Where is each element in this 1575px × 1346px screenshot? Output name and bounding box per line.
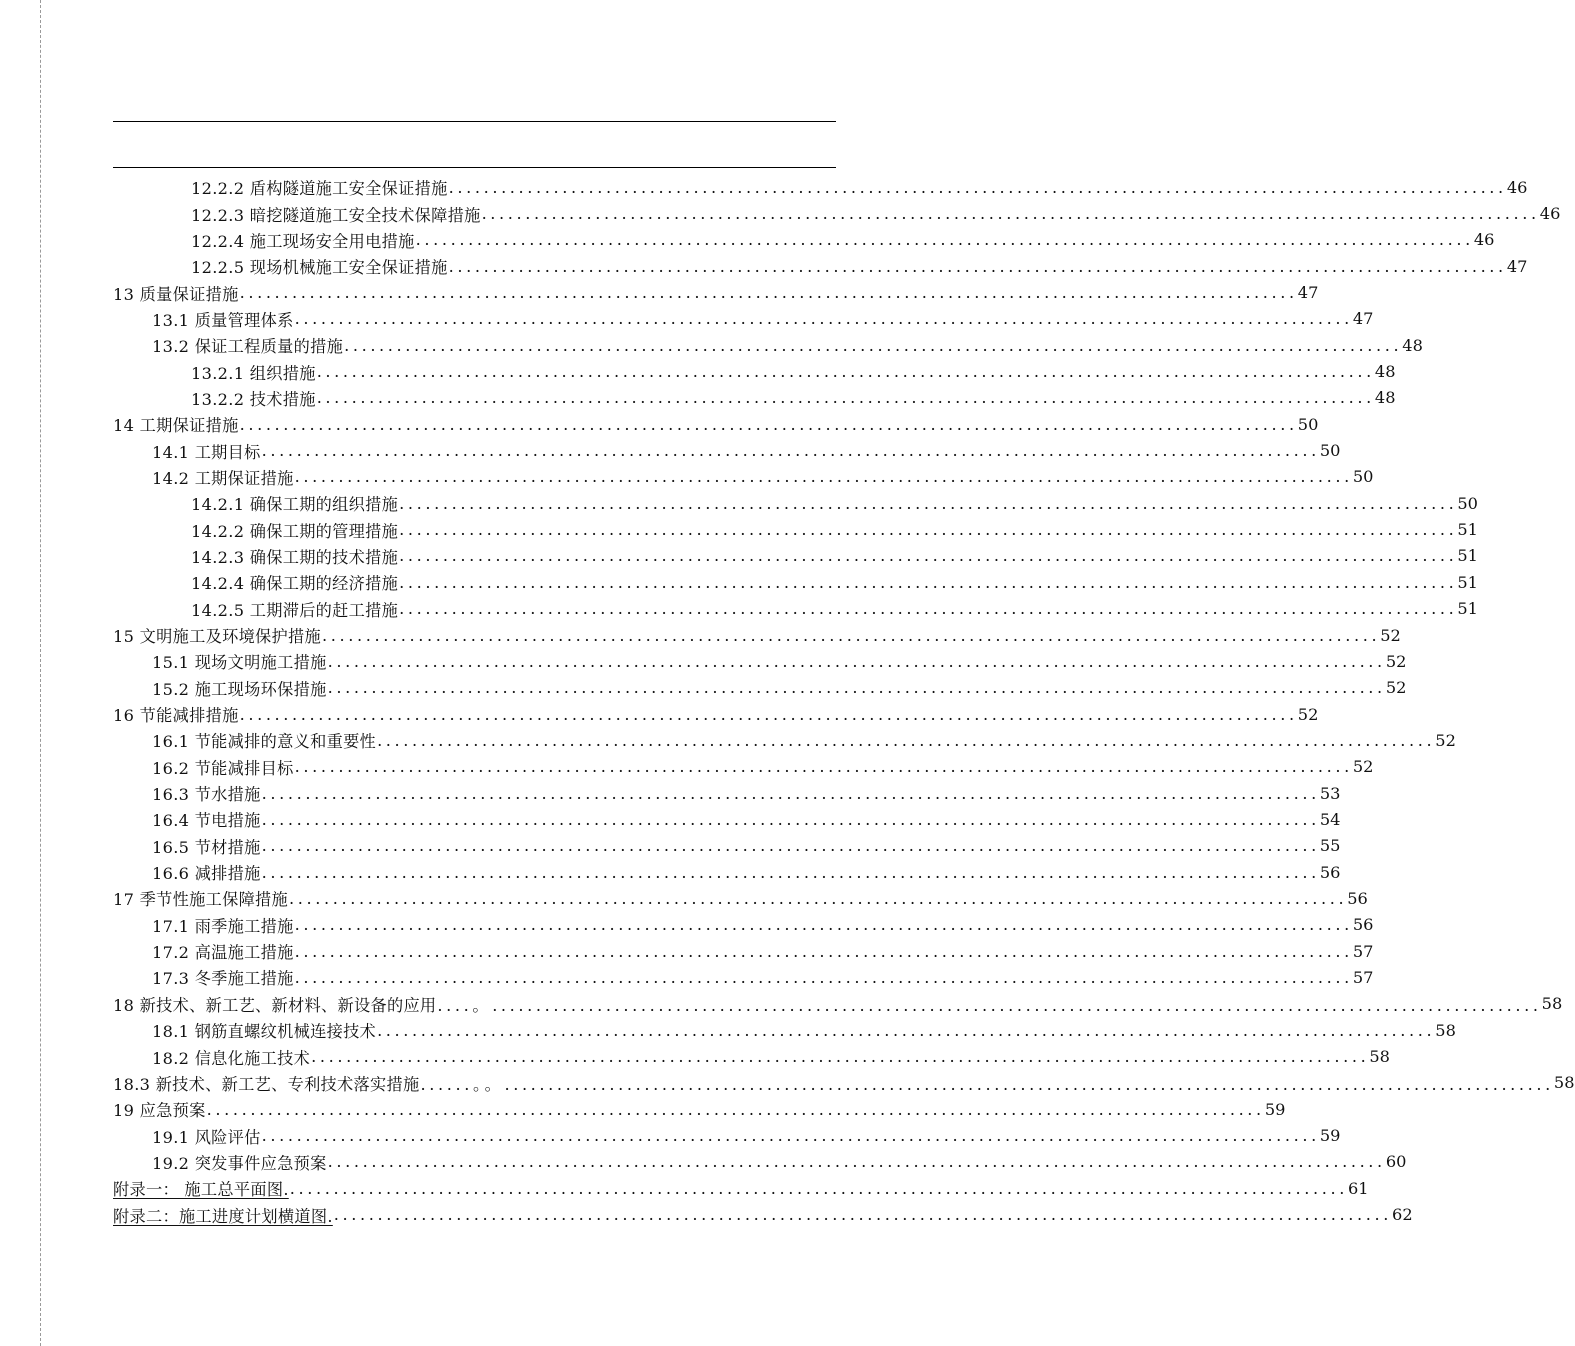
toc-entry[interactable] xyxy=(113,1017,1456,1043)
toc-entry-title[interactable]: 14.2 工期保证措施 xyxy=(152,468,294,488)
toc-dot-leader: ......................................................................................................................... xyxy=(399,493,1458,513)
toc-dot-leader: ......................................................................................................................... xyxy=(239,414,1298,434)
toc-dot-leader: ......................................................................................................................... xyxy=(399,599,1458,619)
toc-entry[interactable] xyxy=(113,200,1561,226)
toc-dot-leader: ......................................................................................................................... xyxy=(261,809,1320,829)
toc-page-number: 51 xyxy=(1457,572,1478,592)
toc-entry-title[interactable]: 17.3 冬季施工措施 xyxy=(152,969,294,989)
toc-entry-title[interactable]: 18.1 钢筋直螺纹机械连接技术 xyxy=(152,1022,377,1042)
toc-entry-title[interactable]: 16.1 节能减排的意义和重要性 xyxy=(152,732,377,752)
toc-page-number: 57 xyxy=(1352,967,1374,987)
toc-entry-title[interactable]: 13.2.2 技术措施 xyxy=(191,389,316,409)
toc-entry-title[interactable]: 13.2.1 组织措施 xyxy=(191,363,316,383)
toc-dot-leader: ......................................................................................................................... xyxy=(294,915,1353,935)
toc-entry[interactable] xyxy=(113,1149,1407,1175)
toc-entry[interactable] xyxy=(113,596,1478,622)
toc-entry-title[interactable]: 14.1 工期目标 xyxy=(152,442,261,462)
toc-entry[interactable] xyxy=(113,569,1478,595)
toc-dot-leader: ......................................................................................................................... xyxy=(261,1126,1320,1146)
toc-dot-leader: ......................................................................................................................... xyxy=(333,1205,1393,1225)
toc-entry[interactable] xyxy=(113,991,1563,1017)
toc-entry[interactable] xyxy=(113,675,1407,701)
toc-page-number: 59 xyxy=(1319,1126,1341,1146)
toc-page-number: 48 xyxy=(1374,388,1396,408)
toc-dot-leader: ......................................................................................................................... xyxy=(294,967,1353,987)
toc-entry-title[interactable]: 附录二：施工进度计划横道图. xyxy=(113,1206,333,1226)
toc-entry[interactable] xyxy=(113,885,1368,911)
toc-entry-title[interactable]: 12.2.3 暗挖隧道施工安全技术保障措施 xyxy=(191,205,481,225)
toc-entry[interactable] xyxy=(113,279,1319,305)
toc-page-number: 52 xyxy=(1297,704,1319,724)
toc-page-number: 55 xyxy=(1319,836,1341,856)
toc-dot-leader: ......。。........................................................................................................................ xyxy=(420,1074,1554,1094)
toc-entry-title[interactable]: 13 质量保证措施 xyxy=(113,284,239,304)
toc-page-number: 47 xyxy=(1352,309,1374,329)
toc-dot-leader: ......................................................................................................................... xyxy=(399,572,1458,592)
toc-page-number: 50 xyxy=(1457,493,1478,513)
toc-dot-leader: ......................................................................................................................... xyxy=(261,783,1320,803)
toc-entry-title[interactable]: 16.5 节材措施 xyxy=(152,837,261,857)
toc-entry[interactable] xyxy=(113,1201,1413,1227)
toc-page-number: 46 xyxy=(1473,230,1495,250)
toc-entry-title[interactable]: 17.2 高温施工措施 xyxy=(152,943,294,963)
toc-dot-leader: ......................................................................................................................... xyxy=(261,441,1320,461)
toc-dot-leader: ......................................................................................................................... xyxy=(316,362,1375,382)
toc-entry[interactable] xyxy=(113,912,1374,938)
toc-page-number: 47 xyxy=(1506,256,1528,276)
toc-page-number: 48 xyxy=(1402,335,1423,355)
toc-entry-title[interactable]: 19.2 突发事件应急预案 xyxy=(152,1153,327,1173)
toc-entry[interactable] xyxy=(113,622,1401,648)
toc-page-number: 52 xyxy=(1435,730,1456,750)
toc-entry[interactable] xyxy=(113,490,1478,516)
toc-entry-title[interactable]: 17 季节性施工保障措施 xyxy=(113,890,289,910)
toc-entry[interactable] xyxy=(113,964,1374,990)
toc-entry[interactable] xyxy=(113,437,1341,463)
toc-entry[interactable] xyxy=(113,464,1374,490)
toc-entry-title[interactable]: 14.2.5 工期滞后的赶工措施 xyxy=(191,600,399,620)
toc-entry[interactable] xyxy=(113,806,1341,832)
toc-dot-leader: ....。........................................................................................................................ xyxy=(437,995,1542,1015)
toc-entry-title[interactable]: 14.2.3 确保工期的技术措施 xyxy=(191,547,399,567)
toc-dot-leader: ......................................................................................................................... xyxy=(448,256,1507,276)
toc-entry-title[interactable]: 18.3 新技术、新工艺、专利技术落实措施 xyxy=(113,1074,420,1094)
toc-page-number: 50 xyxy=(1297,414,1319,434)
toc-dot-leader: ......................................................................................................................... xyxy=(448,177,1507,197)
toc-entry-title[interactable]: 19.1 风险评估 xyxy=(152,1127,261,1147)
toc-dot-leader: ......................................................................................................................... xyxy=(399,520,1458,540)
toc-dot-leader: ......................................................................................................................... xyxy=(206,1099,1265,1119)
toc-page-number: 61 xyxy=(1347,1178,1369,1198)
toc-entry[interactable] xyxy=(113,174,1528,200)
toc-page-number: 56 xyxy=(1352,915,1374,935)
binding-margin-line xyxy=(40,0,41,1346)
toc-entry[interactable] xyxy=(113,543,1478,569)
toc-page-number: 58 xyxy=(1369,1047,1390,1067)
toc-entry-title[interactable]: 16.3 节水措施 xyxy=(152,785,261,805)
toc-entry[interactable] xyxy=(113,833,1341,859)
toc-entry[interactable] xyxy=(113,727,1456,753)
toc-dot-leader: ......................................................................................................................... xyxy=(294,309,1353,329)
toc-dot-leader: ......................................................................................................................... xyxy=(377,730,1436,750)
toc-entry-title[interactable]: 16.6 减排措施 xyxy=(152,864,261,884)
toc-page-number: 51 xyxy=(1457,520,1478,540)
toc-dot-leader: ......................................................................................................................... xyxy=(294,467,1353,487)
toc-entry[interactable] xyxy=(113,938,1374,964)
toc-page-number: 62 xyxy=(1392,1205,1413,1225)
toc-entry-title[interactable]: 15.1 现场文明施工措施 xyxy=(152,653,327,673)
toc-entry-title[interactable]: 19 应急预案 xyxy=(113,1101,206,1121)
toc-entry[interactable] xyxy=(113,253,1528,279)
toc-dot-leader: ......................................................................................................................... xyxy=(311,1047,1370,1067)
table-of-contents xyxy=(113,174,1575,1228)
toc-entry[interactable] xyxy=(113,754,1374,780)
toc-dot-leader: ......................................................................................................................... xyxy=(327,678,1386,698)
toc-entry[interactable] xyxy=(113,332,1423,358)
toc-entry-title[interactable]: 12.2.4 施工现场安全用电措施 xyxy=(191,231,415,251)
toc-entry-title[interactable]: 18 新技术、新工艺、新材料、新设备的应用 xyxy=(113,995,437,1015)
toc-dot-leader: ......................................................................................................................... xyxy=(261,836,1320,856)
toc-entry-title[interactable]: 16.4 节电措施 xyxy=(152,811,261,831)
toc-page-number: 56 xyxy=(1347,888,1368,908)
toc-dot-leader: ......................................................................................................................... xyxy=(239,283,1298,303)
toc-page-number: 57 xyxy=(1352,941,1374,961)
toc-entry[interactable] xyxy=(113,1096,1286,1122)
toc-page-number: 46 xyxy=(1539,204,1561,224)
toc-dot-leader: ......................................................................................................................... xyxy=(261,862,1320,882)
toc-page-number: 46 xyxy=(1506,177,1528,197)
toc-entry[interactable] xyxy=(113,780,1341,806)
toc-entry-title[interactable]: 14.2.2 确保工期的管理措施 xyxy=(191,521,399,541)
toc-entry[interactable] xyxy=(113,1043,1390,1069)
toc-entry[interactable] xyxy=(113,1122,1341,1148)
toc-entry-title[interactable]: 17.1 雨季施工措施 xyxy=(152,916,294,936)
toc-entry-title[interactable]: 13.1 质量管理体系 xyxy=(152,310,294,330)
toc-page-number: 48 xyxy=(1374,362,1396,382)
toc-page-number: 56 xyxy=(1319,862,1341,882)
toc-page-number: 52 xyxy=(1352,757,1374,777)
toc-entry-title[interactable]: 12.2.5 现场机械施工安全保证措施 xyxy=(191,258,448,278)
toc-dot-leader: ......................................................................................................................... xyxy=(289,888,1348,908)
toc-dot-leader: ......................................................................................................................... xyxy=(327,651,1386,671)
toc-page-number: 52 xyxy=(1385,651,1407,671)
toc-entry[interactable] xyxy=(113,306,1374,332)
toc-page-number: 50 xyxy=(1319,441,1341,461)
header-rule-bottom xyxy=(113,167,836,168)
toc-entry-title[interactable]: 13.2 保证工程质量的措施 xyxy=(152,337,344,357)
toc-page-number: 59 xyxy=(1264,1099,1286,1119)
toc-entry-title[interactable]: 15 文明施工及环境保护措施 xyxy=(113,627,322,647)
toc-dot-leader: ......................................................................................................................... xyxy=(377,1020,1436,1040)
toc-entry-title[interactable]: 16.2 节能减排目标 xyxy=(152,758,294,778)
toc-entry-title[interactable]: 14.2.4 确保工期的经济措施 xyxy=(191,574,399,594)
toc-dot-leader: ......................................................................................................................... xyxy=(316,388,1375,408)
toc-page-number: 50 xyxy=(1352,467,1374,487)
toc-page-number: 54 xyxy=(1319,809,1341,829)
toc-dot-leader: ......................................................................................................................... xyxy=(294,757,1353,777)
toc-entry[interactable] xyxy=(113,358,1396,384)
toc-entry[interactable] xyxy=(113,1070,1575,1096)
toc-dot-leader: ......................................................................................................................... xyxy=(481,204,1540,224)
toc-dot-leader: ......................................................................................................................... xyxy=(322,625,1381,645)
toc-dot-leader: ......................................................................................................................... xyxy=(294,941,1353,961)
toc-dot-leader: ......................................................................................................................... xyxy=(399,546,1458,566)
toc-page-number: 58 xyxy=(1541,994,1563,1014)
toc-page-number: 47 xyxy=(1297,283,1319,303)
toc-entry[interactable] xyxy=(113,1175,1369,1201)
toc-page-number: 53 xyxy=(1319,783,1341,803)
toc-entry-title[interactable]: 15.2 施工现场环保措施 xyxy=(152,679,327,699)
toc-entry[interactable] xyxy=(113,859,1341,885)
toc-entry-title[interactable]: 14 工期保证措施 xyxy=(113,416,239,436)
toc-entry-title[interactable]: 12.2.2 盾构隧道施工安全保证措施 xyxy=(191,179,448,199)
toc-dot-leader: ......................................................................................................................... xyxy=(289,1178,1348,1198)
toc-page-number: 58 xyxy=(1553,1073,1575,1093)
toc-entry-title[interactable]: 18.2 信息化施工技术 xyxy=(152,1048,311,1068)
toc-entry[interactable] xyxy=(113,516,1478,542)
toc-page-number: 60 xyxy=(1385,1152,1407,1172)
toc-page-number: 52 xyxy=(1380,625,1401,645)
toc-entry[interactable] xyxy=(113,227,1495,253)
toc-entry[interactable] xyxy=(113,648,1407,674)
toc-page-number: 52 xyxy=(1385,678,1407,698)
toc-dot-leader: ......................................................................................................................... xyxy=(327,1152,1386,1172)
toc-dot-leader: ......................................................................................................................... xyxy=(239,704,1298,724)
toc-page-number: 58 xyxy=(1435,1020,1456,1040)
toc-entry-title[interactable]: 附录一： 施工总平面图. xyxy=(113,1180,289,1200)
toc-dot-leader: ......................................................................................................................... xyxy=(415,230,1474,250)
header-rule-top xyxy=(113,121,836,122)
toc-entry[interactable] xyxy=(113,411,1319,437)
toc-entry[interactable] xyxy=(113,701,1319,727)
toc-entry-title[interactable]: 16 节能减排措施 xyxy=(113,706,239,726)
toc-page-number: 51 xyxy=(1457,546,1478,566)
toc-page-number: 51 xyxy=(1457,599,1478,619)
toc-entry-title[interactable]: 14.2.1 确保工期的组织措施 xyxy=(191,495,399,515)
toc-dot-leader: ......................................................................................................................... xyxy=(344,335,1403,355)
toc-entry[interactable] xyxy=(113,385,1396,411)
